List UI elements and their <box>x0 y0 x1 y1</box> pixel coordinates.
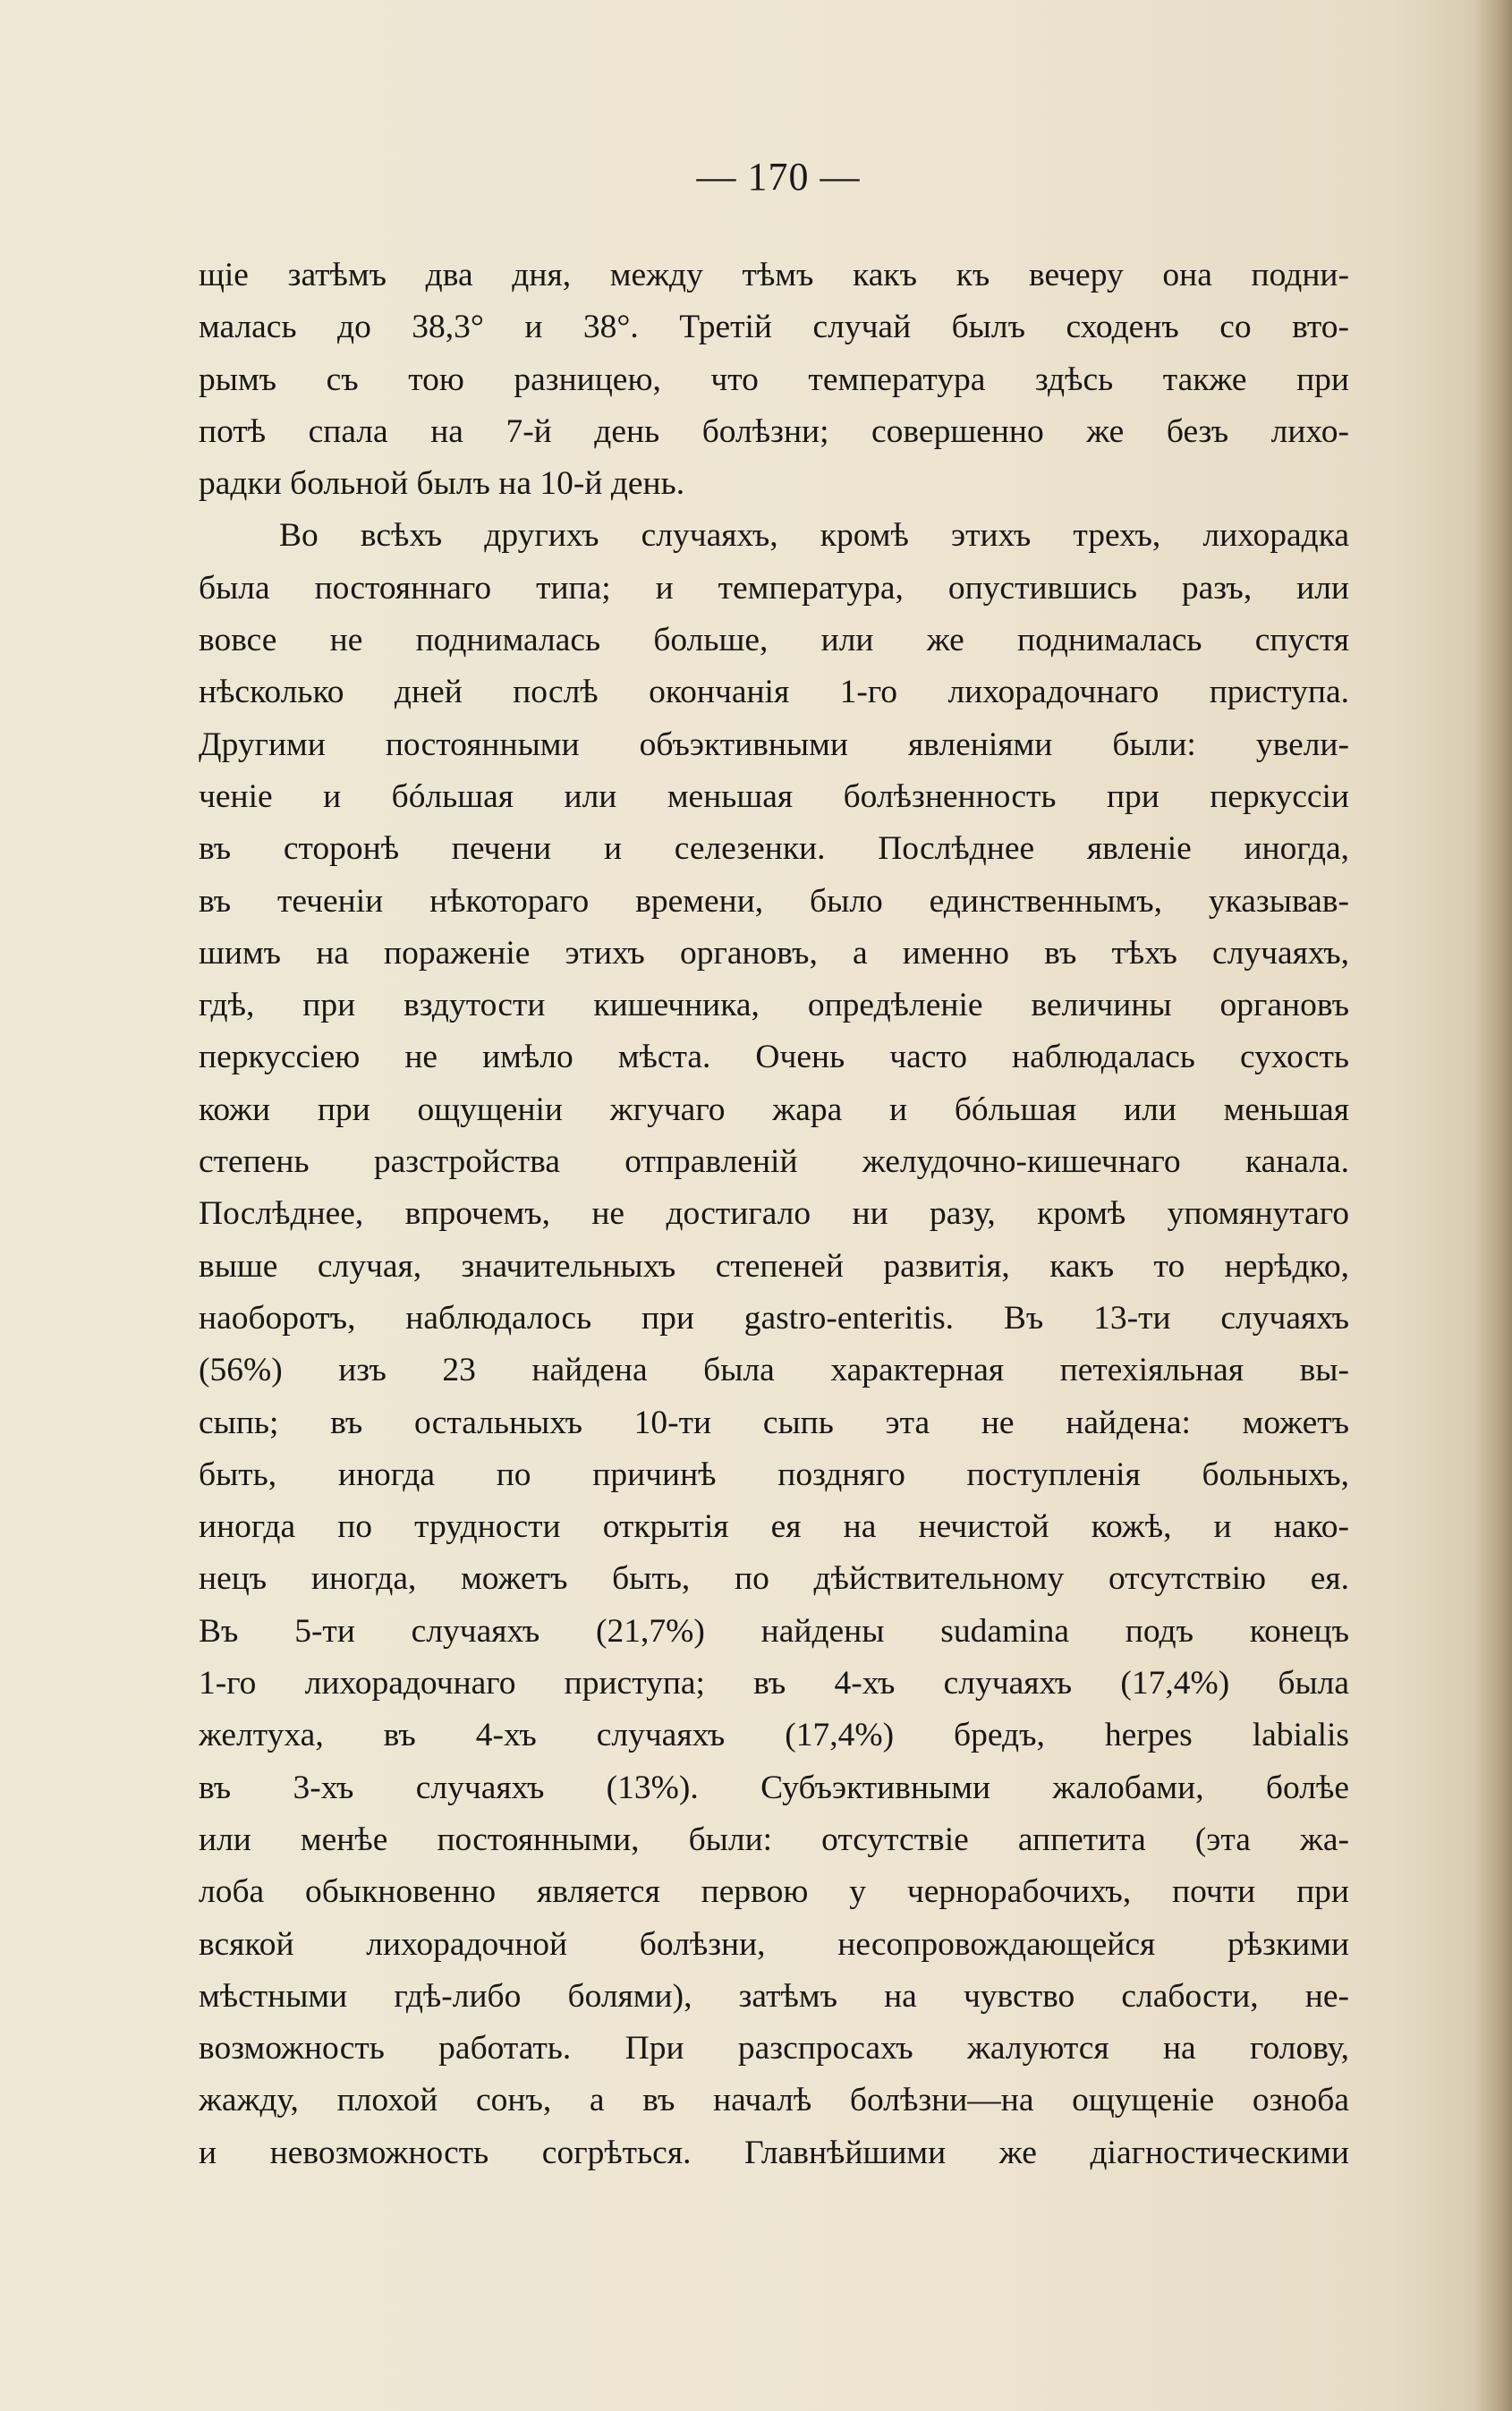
text-line: и невозможность согрѣться. Главнѣйшими же діагностическими <box>199 2134 1349 2171</box>
body-text <box>199 250 1349 2179</box>
text-line: нецъ иногда, можетъ быть, по дѣйствительному отсутствію ея. <box>199 1560 1349 1598</box>
text-line: мѣстными гдѣ-либо болями), затѣмъ на чувство слабости, не- <box>199 1977 1349 2015</box>
text-line: въ теченіи нѣкотораго времени, было единственнымъ, указывав- <box>199 882 1349 920</box>
text-line: или менѣе постоянными, были: отсутствіе аппетита (эта жа- <box>199 1821 1349 1858</box>
text-line: въ сторонѣ печени и селезенки. Послѣднее явленіе иногда, <box>199 830 1349 868</box>
text-line: Послѣднее, впрочемъ, не достигало ни разу, кромѣ упомянутаго <box>199 1195 1349 1233</box>
text-line: рымъ съ тою разницею, что температура здѣсь также при <box>199 361 1349 398</box>
text-line: ченіе и бóльшая или меньшая болѣзненность при перкуссіи <box>199 777 1349 815</box>
text-line: нѣсколько дней послѣ окончанія 1-го лихорадочнаго приступа. <box>199 674 1349 711</box>
text-line: гдѣ, при вздутости кишечника, опредѣленіе величины органовъ <box>199 987 1349 1024</box>
text-line: степень разстройства отправленій желудочно-кишечнаго канала. <box>199 1143 1349 1181</box>
text-line: перкуссіею не имѣло мѣста. Очень часто наблюдалась сухость <box>199 1039 1349 1076</box>
text-line: выше случая, значительныхъ степеней развитія, какъ то нерѣдко, <box>199 1247 1349 1285</box>
text-line: сыпь; въ остальныхъ 10-ти сыпь эта не найдена: можетъ <box>199 1404 1349 1441</box>
text-line: малась до 38,3° и 38°. Третій случай былъ сходенъ со вто- <box>199 309 1349 346</box>
page-spine-shadow <box>1474 0 1512 2411</box>
text-line: всякой лихорадочной болѣзни, несопровождающейся рѣзкими <box>199 1925 1349 1963</box>
text-line: была постояннаго типа; и температура, опустившись разъ, или <box>199 569 1349 607</box>
text-line: потѣ спала на 7-й день болѣзни; совершенно же безъ лихо- <box>199 412 1349 450</box>
text-line: щіе затѣмъ два дня, между тѣмъ какъ къ вечеру она подни- <box>199 257 1349 293</box>
text-line: въ 3-хъ случаяхъ (13%). Субъэктивными жалобами, болѣе <box>199 1769 1349 1806</box>
text-line: Другими постоянными объэктивными явленіями были: увели- <box>199 726 1349 763</box>
text-line: (56%) изъ 23 найдена была характерная петехіяльная вы- <box>199 1352 1349 1389</box>
text-line: кожи при ощущеніи жгучаго жара и бóльшая или меньшая <box>199 1091 1349 1128</box>
paragraph-first-line: Во всѣхъ другихъ случаяхъ, кромѣ этихъ трехъ, лихорадка <box>279 517 1349 555</box>
text-line: возможность работать. При разспросахъ жалуются на голову, <box>199 2030 1349 2067</box>
text-line: Въ 5-ти случаяхъ (21,7%) найдены sudamina подъ конецъ <box>199 1612 1349 1650</box>
page-number: — 170 — <box>696 155 861 199</box>
text-line: шимъ на пораженіе этихъ органовъ, а именно въ тѣхъ случаяхъ, <box>199 934 1349 972</box>
text-line: наоборотъ, наблюдалось при gastro-enteritis. Въ 13-ти случаяхъ <box>199 1299 1349 1337</box>
text-line: лоба обыкновенно является первою у чернорабочихъ, почти при <box>199 1873 1349 1911</box>
text-line: желтуха, въ 4-хъ случаяхъ (17,4%) бредъ, herpes labialis <box>199 1717 1349 1754</box>
text-line: жажду, плохой сонъ, а въ началѣ болѣзни—на ощущеніе озноба <box>199 2082 1349 2119</box>
text-line: вовсе не поднималась больше, или же поднималась спустя <box>199 622 1349 659</box>
text-line: иногда по трудности открытія ея на нечистой кожѣ, и нако- <box>199 1508 1349 1546</box>
text-line: быть, иногда по причинѣ поздняго поступленія больныхъ, <box>199 1456 1349 1493</box>
text-line: 1-го лихорадочнаго приступа; въ 4-хъ случаяхъ (17,4%) была <box>199 1665 1349 1702</box>
text-line: радки больной былъ на 10-й день. <box>199 465 685 503</box>
